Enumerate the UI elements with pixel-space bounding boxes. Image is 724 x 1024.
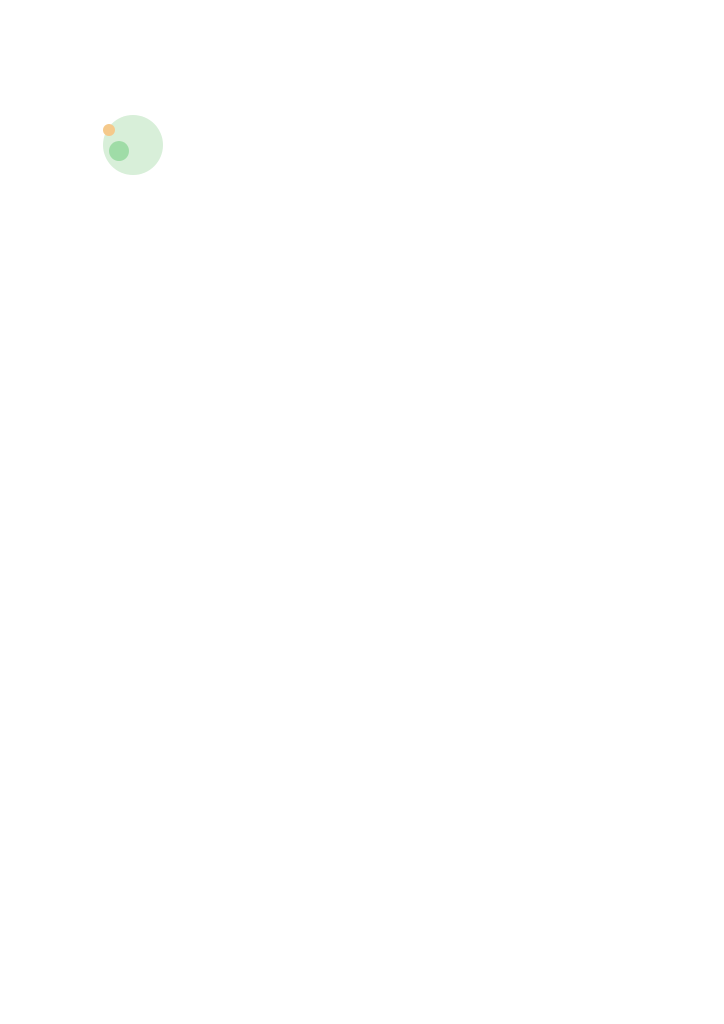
deco-small-circle bbox=[109, 141, 129, 161]
table-of-contents bbox=[93, 168, 623, 173]
deco-orange-dot bbox=[103, 124, 115, 136]
